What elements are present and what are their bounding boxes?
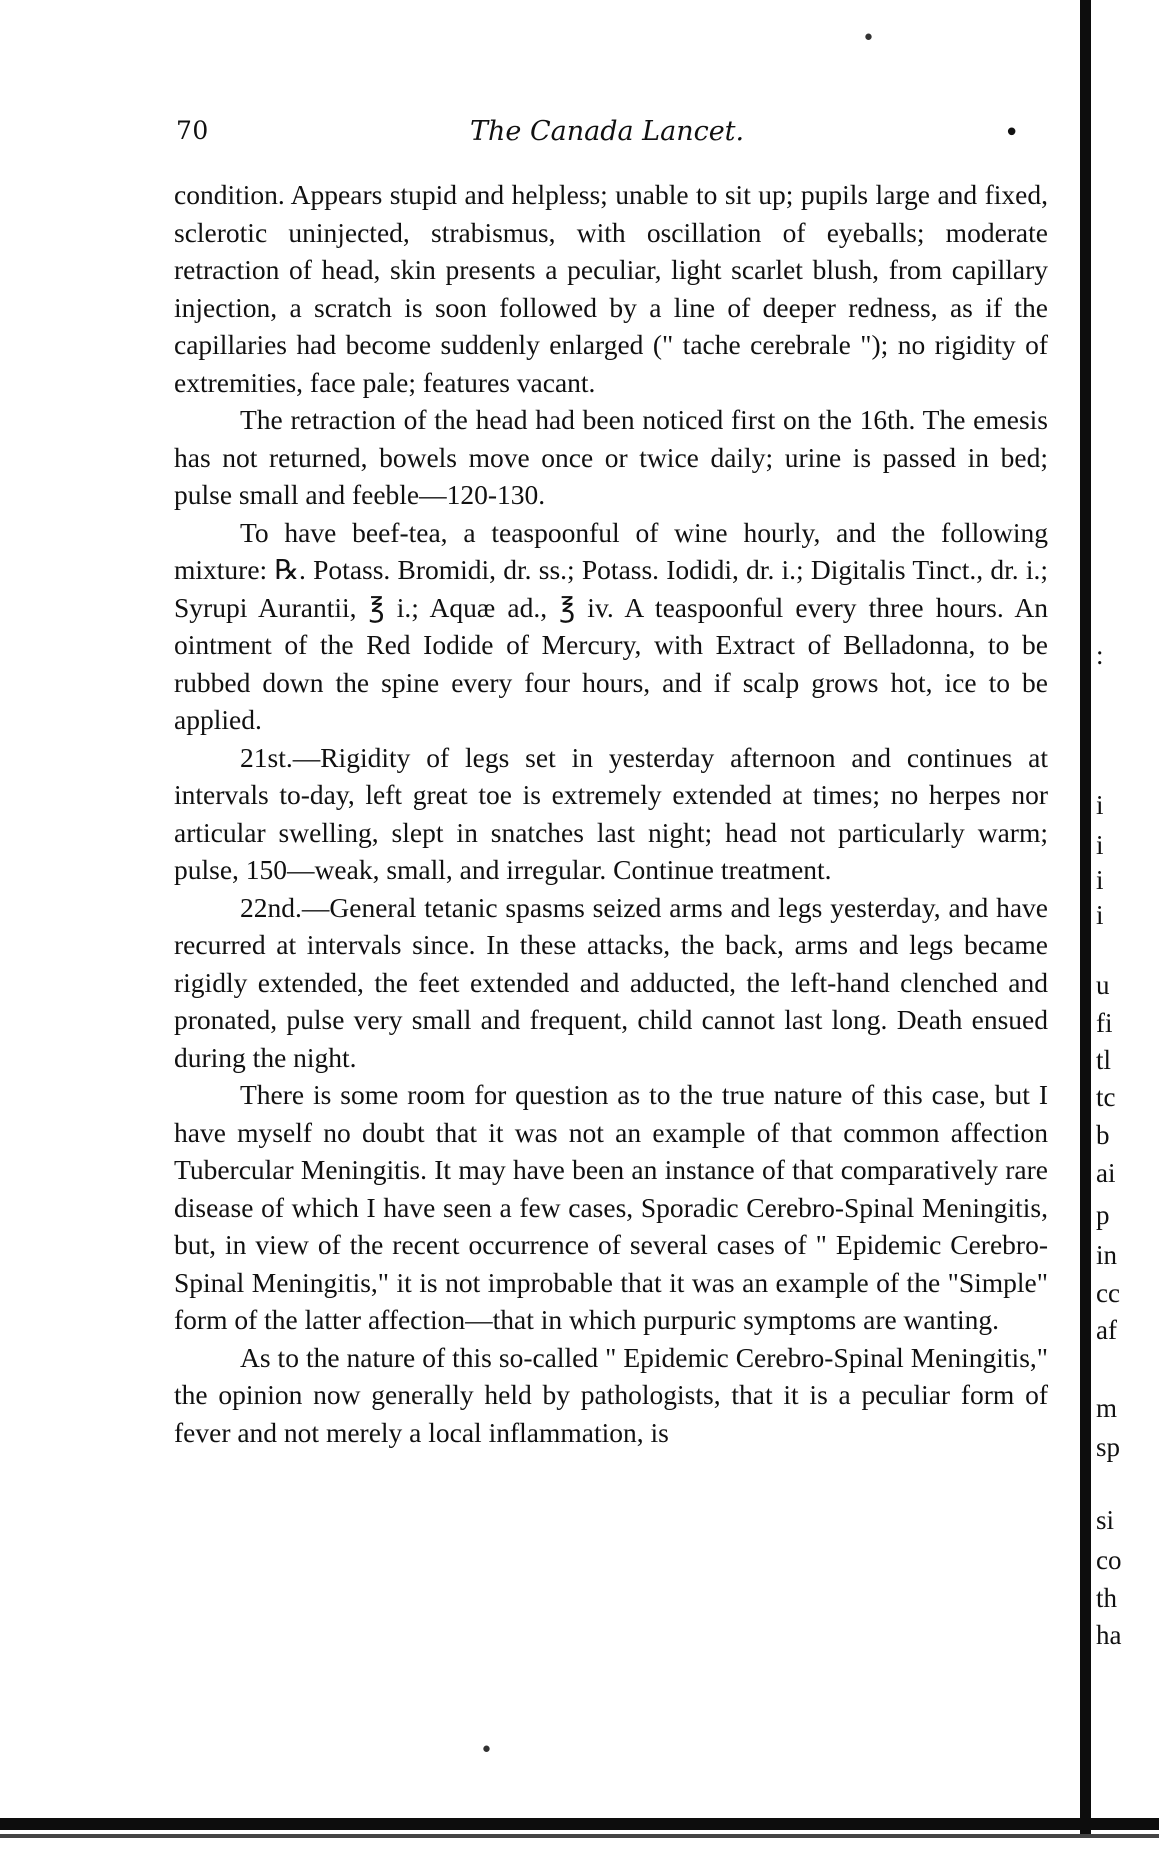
facing-fragment: cc [1096,1278,1120,1308]
facing-fragment: co [1096,1545,1122,1575]
running-title: The Canada Lancet. [470,116,745,147]
facing-fragment: i [1096,830,1104,860]
facing-fragment: i [1096,865,1104,895]
facing-fragment: : [1096,640,1104,670]
facing-fragment: sp [1096,1432,1121,1462]
facing-fragment: in [1096,1240,1118,1270]
scan-edge-bar [0,1818,1159,1830]
paragraph: To have beef-tea, a teaspoonful of wine hourly, and the following mixture: ℞. Potass. Bromidi, dr. ss.; Potass. Iodidi, dr. i.; Digitalis Tinct., dr. i.; Syrupi Aurantii, ℥ i.; Aquæ ad., ℥ iv. A teaspoonful every three hours. An ointment of the Red Iodide of Mercury, with Extract of Belladonna, to be rubbed down the spine every four hours, and if scalp grows hot, ice to be applied. [174,516,1048,735]
paragraph: There is some room for question as to the true nature of this case, but I have myself no doubt that it was not an example of that common affection Tubercular Meningitis. It may have been an instance of that comparatively rare disease of which I have seen a few cases, Sporadic Cerebro-Spinal Meningitis, but, in view of the recent occurrence of several cases of " Epidemic Cerebro-Spinal Meningitis," it is not improbable that it was an example of the "Simple" form of the latter affection—that in which purpuric symptoms are wanting. [174,1079,1048,1335]
paragraph: 22nd.—General tetanic spasms seized arms and legs yesterday, and have recurred at intervals since. In these attacks, the back, arms and legs became rigidly extended, the feet extended and adducted, the left-hand clenched and pronated, pulse very small and frequent, child cannot last long. Death ensued during the night. [174,891,1048,1073]
facing-fragment: si [1096,1505,1115,1535]
body-text [174,176,1048,1451]
page-number: 70 [176,116,209,145]
printer-mark: • [1004,118,1020,148]
facing-fragment: ai [1096,1158,1116,1188]
facing-page-bleed [1096,0,1159,1800]
facing-fragment: tl [1096,1045,1112,1075]
facing-fragment: m [1096,1393,1118,1423]
facing-fragment: i [1096,900,1104,930]
paragraph: As to the nature of this so-called " Epidemic Cerebro-Spinal Meningitis," the opinion now generally held by pathologists, that it is a peculiar form of fever and not merely a local inflammation, is [174,1341,1048,1448]
paragraph: The retraction of the head had been noticed first on the 16th. The emesis has not returned, bowels move once or twice daily; urine is passed in bed; pulse small and feeble—120-130. [174,404,1048,510]
facing-fragment: b [1096,1120,1110,1150]
facing-fragment: u [1096,970,1110,1000]
facing-fragment: i [1096,790,1104,820]
paragraph: condition. Appears stupid and helpless; unable to sit up; pupils large and fixed, sclerotic uninjected, strabismus, with oscillation of eyeballs; moderate retraction of head, skin presents a peculiar, light scarlet blush, from capillary injection, a scratch is soon followed by a line of deeper redness, as if the capillaries had become suddenly enlarged (" tache cerebrale "); no rigidity of extremities, face pale; features vacant. [174,179,1048,398]
facing-fragment: fi [1096,1008,1113,1038]
ink-speck: • [480,1738,493,1763]
binding-gutter [1080,0,1091,1835]
scan-edge-line [0,1834,1159,1838]
ink-speck: • [862,26,875,51]
facing-fragment: th [1096,1583,1118,1613]
facing-fragment: af [1096,1315,1117,1345]
paragraph: 21st.—Rigidity of legs set in yesterday afternoon and continues at intervals to-day, left great toe is extremely extended at times; no herpes nor articular swelling, slept in snatches last night; head not particularly warm; pulse, 150—weak, small, and irregular. Continue treatment. [174,741,1048,885]
facing-fragment: ha [1096,1620,1122,1650]
facing-fragment: tc [1096,1082,1116,1112]
facing-fragment: p [1096,1200,1110,1230]
